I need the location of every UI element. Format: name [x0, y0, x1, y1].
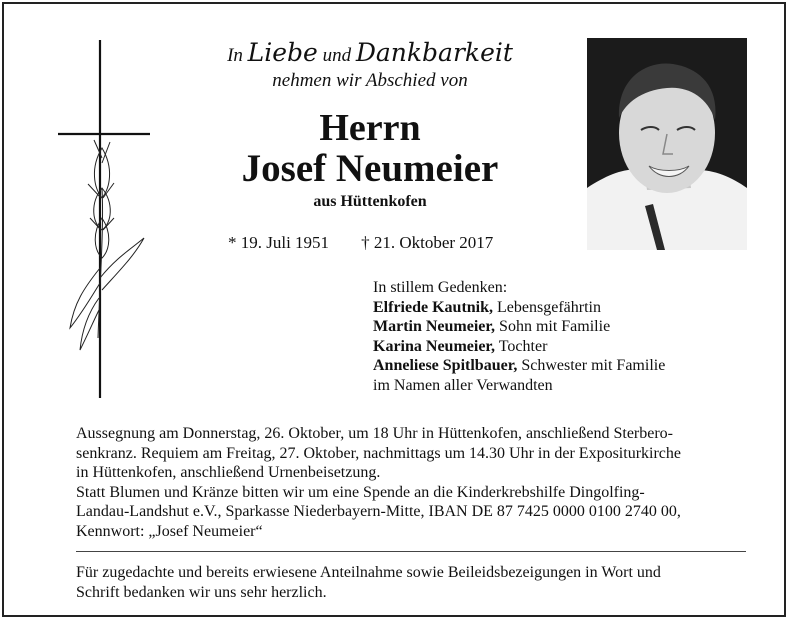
life-dates	[228, 233, 493, 253]
intro-text	[205, 40, 535, 93]
notice-line: Aussegnung am Donnerstag, 26. Oktober, um 18 Uhr in Hüttenkofen, anschließend Sterbero-	[76, 425, 674, 442]
thanks-text	[76, 563, 746, 602]
mourner-relation: Schwester mit Familie	[517, 357, 666, 374]
intro-und: und	[317, 45, 356, 66]
notice-line: Kennwort: „Josef Neumeier“	[76, 522, 263, 540]
death-date: † 21. Oktober 2017	[361, 233, 494, 252]
mourner-row	[373, 317, 665, 337]
deceased-title: Herrn	[319, 107, 421, 149]
mourner-name: Elfriede Kautnik,	[373, 298, 494, 316]
mourner-relation: Sohn mit Familie	[495, 318, 611, 335]
thanks-line: Schrift bedanken wir uns sehr herzlich.	[76, 583, 327, 601]
intro-liebe: Liebe	[247, 38, 318, 67]
mourners-closing: im Namen aller Verwandten	[373, 376, 553, 394]
intro-line-2: nehmen wir Abschied von	[272, 70, 468, 91]
divider	[76, 551, 746, 552]
deceased-origin: aus Hüttenkofen	[313, 193, 427, 210]
mourner-name: Karina Neumeier,	[373, 337, 496, 355]
notice-line: Landau-Landshut e.V., Sparkasse Niederbayern-Mitte, IBAN DE 87 7425 0000 0100 2740 00,	[76, 503, 681, 521]
notice-line: in Hüttenkofen, anschließend Urnenbeisetzung.	[76, 464, 381, 482]
mourner-row	[373, 337, 665, 357]
mourner-row	[373, 298, 665, 318]
intro-in: In	[227, 45, 248, 66]
mourner-row	[373, 356, 665, 376]
notice-line: senkranz. Requiem am Freitag, 27. Oktober, nachmittags um 14.30 Uhr in der Expositurkirche	[76, 444, 681, 462]
intro-line-1	[205, 40, 535, 68]
intro-dankbarkeit: Dankbarkeit	[355, 38, 513, 67]
thanks-line: Für zugedachte und bereits erwiesene Anteilnahme sowie Beileidsbezeigungen in Wort und	[76, 564, 661, 581]
portrait-photo	[587, 38, 747, 250]
birth-date: * 19. Juli 1951	[228, 233, 330, 252]
mourners-block	[373, 278, 665, 395]
funeral-notice	[76, 424, 746, 542]
mourner-relation: Tochter	[495, 337, 548, 355]
mourner-name: Martin Neumeier,	[373, 318, 496, 335]
mourner-name: Anneliese Spitlbauer,	[373, 357, 518, 374]
deceased-name: Josef Neumeier	[241, 147, 499, 190]
notice-line: Statt Blumen und Kränze bitten wir um eine Spende an die Kinderkrebshilfe Dingolfing-	[76, 483, 645, 501]
mourner-relation: Lebensgefährtin	[493, 298, 601, 316]
mourners-heading: In stillem Gedenken:	[373, 279, 508, 296]
cross-with-wheat-icon	[54, 38, 154, 400]
